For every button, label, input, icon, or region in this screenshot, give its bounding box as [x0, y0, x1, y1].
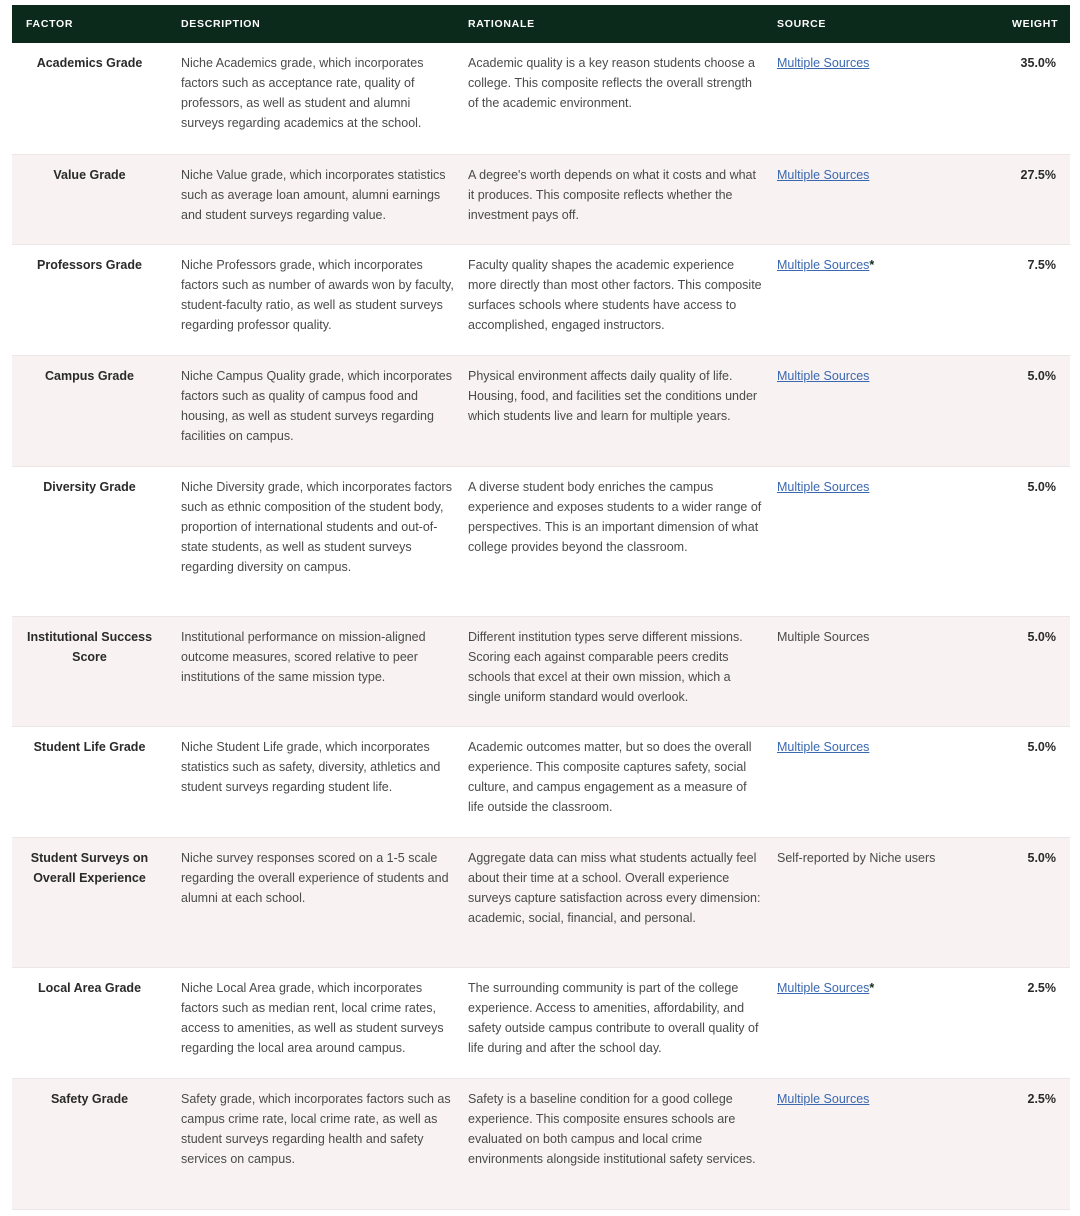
- description-cell: Niche Academics grade, which incorporates factors such as acceptance rate, quality of professors, as well as student and alumni surveys regarding academics at the school.: [167, 43, 454, 154]
- factor-cell: Institutional Success Score: [12, 616, 167, 726]
- factor-cell: Academics Grade: [12, 43, 167, 154]
- factor-cell: Campus Grade: [12, 355, 167, 466]
- description-cell: Niche Campus Quality grade, which incorporates factors such as quality of campus food and housing, as well as student surveys regarding facilities on campus.: [167, 355, 454, 466]
- rationale-cell: Different institution types serve different missions. Scoring each against comparable peers credits schools that excel at their own mission, which a single uniform standard would overlook.: [454, 616, 763, 726]
- source-link[interactable]: Multiple Sources: [777, 980, 870, 995]
- description-cell: Niche Professors grade, which incorporates factors such as number of awards won by faculty, student-faculty ratio, as well as student surveys regarding professor quality.: [167, 244, 454, 355]
- header-rationale: RATIONALE: [454, 5, 763, 43]
- weight-cell: 35.0%: [998, 43, 1070, 154]
- table-row: [12, 837, 1070, 967]
- source-cell: [763, 726, 998, 837]
- table-row: [12, 244, 1070, 355]
- table-row: [12, 154, 1070, 244]
- header-source: SOURCE: [763, 5, 998, 43]
- factor-cell: Professors Grade: [12, 244, 167, 355]
- weight-cell: 2.5%: [998, 967, 1070, 1078]
- factor-cell: Student Surveys on Overall Experience: [12, 837, 167, 967]
- table-row: [12, 967, 1070, 1078]
- header-weight: WEIGHT: [998, 5, 1070, 43]
- description-cell: Institutional performance on mission-aligned outcome measures, scored relative to peer institutions of the same mission type.: [167, 616, 454, 726]
- source-cell: [763, 1078, 998, 1209]
- table-body: [12, 43, 1070, 1209]
- factor-cell: Student Life Grade: [12, 726, 167, 837]
- description-cell: Niche Local Area grade, which incorporates factors such as median rent, local crime rates, access to amenities, as well as student surveys regarding the local area around campus.: [167, 967, 454, 1078]
- table-header-row: [12, 5, 1070, 43]
- description-cell: Niche Diversity grade, which incorporates factors such as ethnic composition of the student body, proportion of international students and out-of-state students, as well as student surveys regarding diversity on campus.: [167, 466, 454, 616]
- description-cell: Niche survey responses scored on a 1-5 scale regarding the overall experience of students and alumni at each school.: [167, 837, 454, 967]
- source-link[interactable]: Multiple Sources: [777, 56, 870, 70]
- source-link[interactable]: Multiple Sources: [777, 739, 870, 754]
- rationale-cell: The surrounding community is part of the college experience. Access to amenities, affordability, and safety outside campus contribute to overall quality of life during and after the school day.: [454, 967, 763, 1078]
- rationale-cell: Academic outcomes matter, but so does the overall experience. This composite captures safety, social culture, and campus engagement as a measure of life outside the classroom.: [454, 726, 763, 837]
- source-cell: [763, 154, 998, 244]
- header-description: DESCRIPTION: [167, 5, 454, 43]
- weight-cell: 5.0%: [998, 355, 1070, 466]
- rationale-cell: A diverse student body enriches the campus experience and exposes students to a wider range of perspectives. This is an important dimension of what college provides beyond the classroom.: [454, 466, 763, 616]
- factors-table-container: [12, 5, 1070, 1210]
- source-cell: [763, 43, 998, 154]
- weight-cell: 5.0%: [998, 616, 1070, 726]
- weight-cell: 27.5%: [998, 154, 1070, 244]
- source-cell: [763, 466, 998, 616]
- source-link[interactable]: Multiple Sources: [777, 479, 870, 494]
- table-row: [12, 1078, 1070, 1209]
- source-text: Self-reported by Niche users: [777, 850, 936, 865]
- source-cell: [763, 355, 998, 466]
- header-factor: FACTOR: [12, 5, 167, 43]
- weight-cell: 5.0%: [998, 726, 1070, 837]
- rationale-cell: Academic quality is a key reason students choose a college. This composite reflects the overall strength of the academic environment.: [454, 43, 763, 154]
- footnote-asterisk: *: [869, 257, 875, 272]
- source-cell: [763, 837, 998, 967]
- weight-cell: 5.0%: [998, 466, 1070, 616]
- rationale-cell: Safety is a baseline condition for a good college experience. This composite ensures schools are evaluated on both campus and local crime environments alongside institutional safety services.: [454, 1078, 763, 1209]
- table-row: [12, 43, 1070, 154]
- source-link[interactable]: Multiple Sources: [777, 1091, 870, 1106]
- weight-cell: 7.5%: [998, 244, 1070, 355]
- rationale-cell: Aggregate data can miss what students actually feel about their time at a school. Overall experience surveys capture satisfaction across every dimension: academic, social, financial, and personal.: [454, 837, 763, 967]
- table-row: [12, 616, 1070, 726]
- factor-cell: Value Grade: [12, 154, 167, 244]
- weight-cell: 2.5%: [998, 1078, 1070, 1209]
- factor-cell: Local Area Grade: [12, 967, 167, 1078]
- description-cell: Safety grade, which incorporates factors such as campus crime rate, local crime rate, as well as student surveys regarding health and safety services on campus.: [167, 1078, 454, 1209]
- source-cell: [763, 244, 998, 355]
- factors-table: [12, 5, 1070, 1210]
- source-link[interactable]: Multiple Sources: [777, 167, 870, 182]
- source-link[interactable]: Multiple Sources: [777, 368, 870, 383]
- rationale-cell: A degree's worth depends on what it costs and what it produces. This composite reflects whether the investment pays off.: [454, 154, 763, 244]
- source-cell: [763, 616, 998, 726]
- description-cell: Niche Value grade, which incorporates statistics such as average loan amount, alumni earnings and student surveys regarding value.: [167, 154, 454, 244]
- weight-cell: 5.0%: [998, 837, 1070, 967]
- footnote-asterisk: *: [869, 980, 875, 995]
- table-row: [12, 355, 1070, 466]
- factor-cell: Diversity Grade: [12, 466, 167, 616]
- source-text: Multiple Sources: [777, 629, 870, 644]
- rationale-cell: Faculty quality shapes the academic experience more directly than most other factors. This composite surfaces schools where students have access to accomplished, engaged instructors.: [454, 244, 763, 355]
- factor-cell: Safety Grade: [12, 1078, 167, 1209]
- table-row: [12, 726, 1070, 837]
- source-cell: [763, 967, 998, 1078]
- source-link[interactable]: Multiple Sources: [777, 257, 870, 272]
- description-cell: Niche Student Life grade, which incorporates statistics such as safety, diversity, athletics and student surveys regarding student life.: [167, 726, 454, 837]
- rationale-cell: Physical environment affects daily quality of life. Housing, food, and facilities set the conditions under which students live and learn for multiple years.: [454, 355, 763, 466]
- table-row: [12, 466, 1070, 616]
